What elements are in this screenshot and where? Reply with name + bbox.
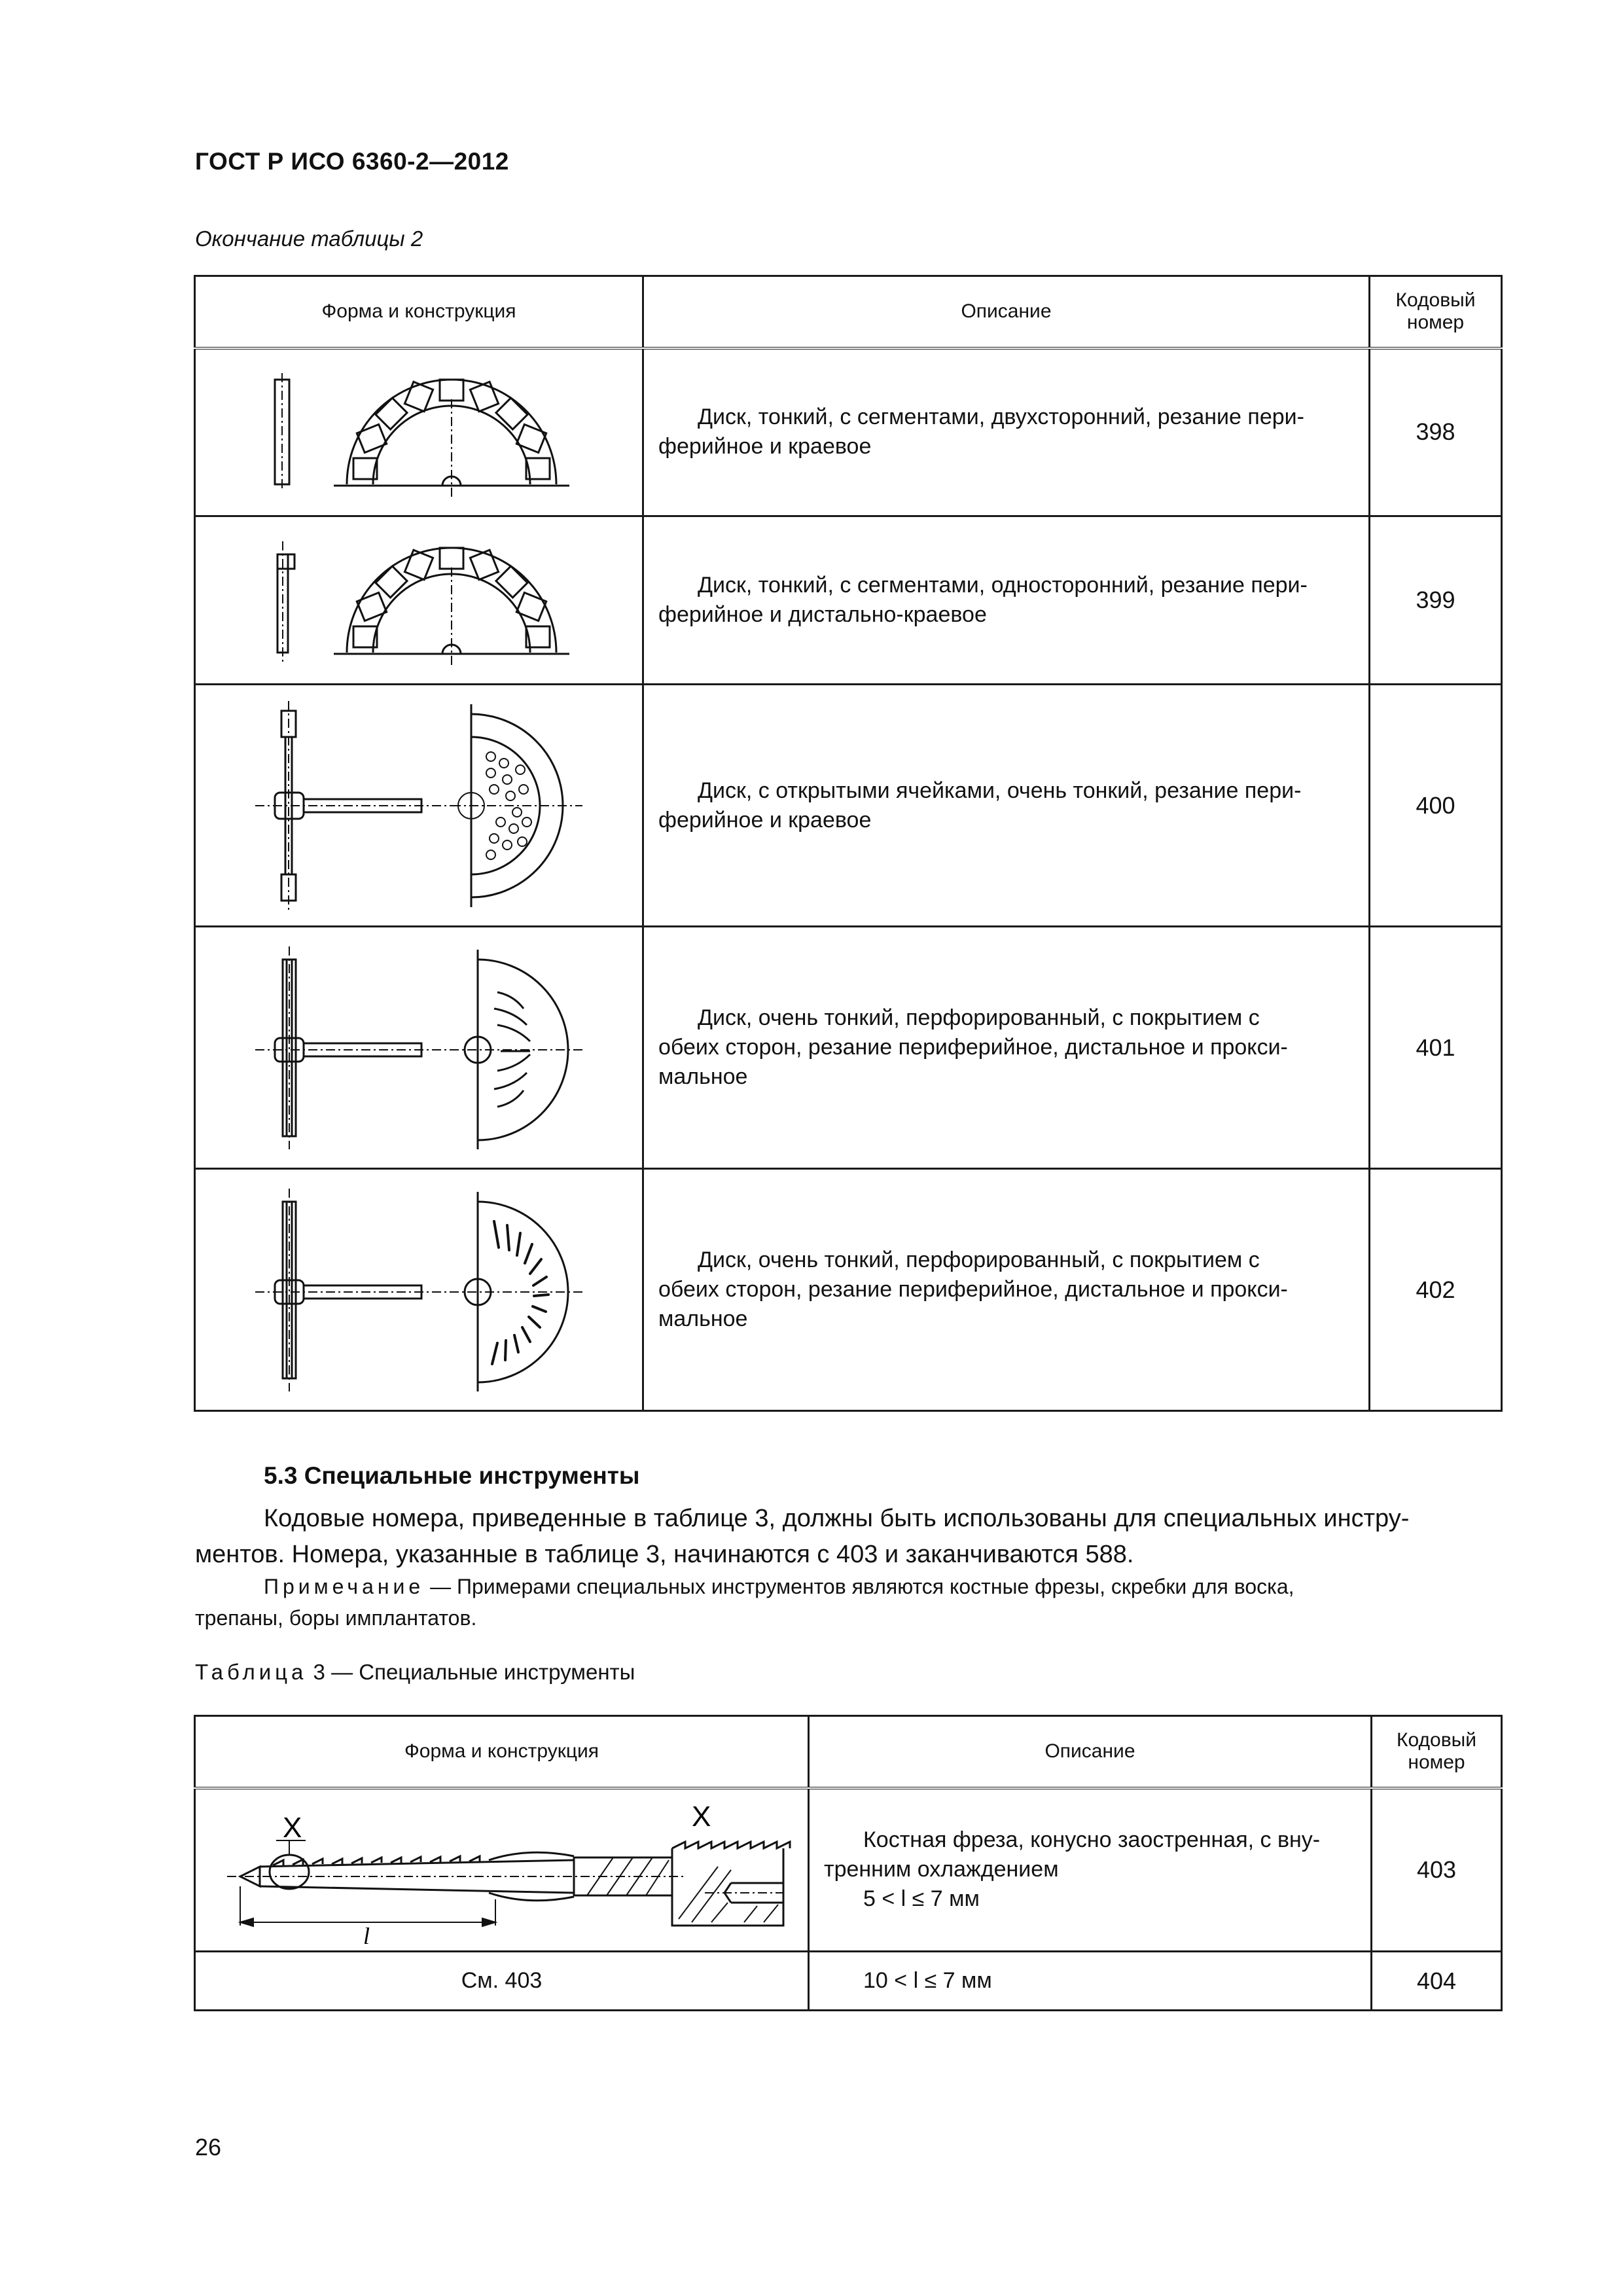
bone-cutter-drawing	[207, 1795, 796, 1945]
detail-label: X	[282, 1811, 302, 1844]
page-number: 26	[195, 2134, 222, 2161]
code-cell: 399	[1370, 516, 1502, 685]
description-cell	[643, 927, 1370, 1169]
para-line: Кодовые номера, приведенные в таблице 3, должны быть использованы для специальных инстру-	[264, 1505, 1410, 1532]
desc-line: обеих сторон, резание периферийное, дистальное и прокси-	[658, 1277, 1288, 1302]
col-header-desc: Описание	[809, 1716, 1372, 1788]
desc-line: Костная фреза, конусно заостренная, с вну-	[863, 1827, 1321, 1853]
open-cell-disc-icon	[216, 698, 622, 914]
length-label: l	[363, 1922, 370, 1945]
desc-line: Диск, тонкий, с сегментами, односторонний, резание пери-	[698, 573, 1308, 598]
table3-caption-text: 3 — Специальные инструменты	[307, 1660, 635, 1684]
col-header-code-l1: Кодовый	[1395, 289, 1476, 312]
desc-line: Диск, тонкий, с сегментами, двухсторонний, резание пери-	[698, 404, 1304, 430]
table-2	[194, 275, 1503, 1412]
section-note	[195, 1571, 1497, 1634]
desc-line: ферийное и краевое	[658, 807, 872, 833]
desc-line: 5 < l ≤ 7 мм	[863, 1886, 980, 1912]
document-title: ГОСТ Р ИСО 6360-2—2012	[195, 148, 509, 175]
col-header-code	[1372, 1716, 1502, 1788]
section-paragraph	[195, 1501, 1497, 1573]
description-cell	[809, 1952, 1372, 2011]
code-cell: 402	[1370, 1169, 1502, 1411]
table-row	[195, 1169, 1502, 1411]
col-header-code-l2: номер	[1408, 1751, 1465, 1774]
segmented-disc-single-icon	[223, 528, 615, 672]
code-cell: 398	[1370, 348, 1502, 516]
note-label: Примечание	[264, 1575, 425, 1598]
col-header-code-l2: номер	[1406, 312, 1465, 334]
desc-line: Диск, очень тонкий, перфорированный, с покрытием с	[698, 1005, 1260, 1030]
description-cell	[643, 348, 1370, 516]
description-cell	[643, 1169, 1370, 1411]
col-header-code-l1: Кодовый	[1397, 1729, 1476, 1751]
figure-cell	[195, 1169, 643, 1411]
segmented-disc-double-icon	[223, 360, 615, 504]
desc-line: мальное	[658, 1064, 748, 1089]
figure-cell	[195, 516, 643, 685]
desc-line: Диск, очень тонкий, перфорированный, с покрытием с	[698, 1247, 1260, 1272]
table-3	[194, 1715, 1503, 2011]
para-line: ментов. Номера, указанные в таблице 3, начинаются с 403 и заканчиваются 588.	[195, 1541, 1134, 1568]
figure-cell	[195, 685, 643, 927]
desc-line: ферийное и краевое	[658, 434, 872, 459]
detail-view-label: X	[691, 1800, 711, 1833]
col-header-form: Форма и конструкция	[195, 1716, 809, 1788]
figure-cell	[195, 927, 643, 1169]
table-header-row	[195, 1716, 1502, 1788]
table-header-row	[195, 276, 1502, 348]
table-row	[195, 1952, 1502, 2011]
code-cell: 400	[1370, 685, 1502, 927]
perforated-disc-radial-icon	[216, 1182, 622, 1398]
col-header-form: Форма и конструкция	[195, 276, 643, 348]
desc-line: мальное	[658, 1306, 748, 1331]
code-cell: 401	[1370, 927, 1502, 1169]
figure-cell	[195, 348, 643, 516]
table-row	[195, 1788, 1502, 1952]
table2-caption: Окончание таблицы 2	[195, 226, 423, 251]
table3-caption-label: Таблица	[195, 1660, 308, 1684]
perforated-disc-curved-icon	[216, 940, 622, 1156]
col-header-code	[1370, 276, 1502, 348]
code-cell: 404	[1372, 1952, 1502, 2011]
desc-line: обеих сторон, резание периферийное, дистальное и прокси-	[658, 1035, 1288, 1060]
table-row	[195, 927, 1502, 1169]
table-row	[195, 516, 1502, 685]
form-text-cell: См. 403	[195, 1952, 809, 2011]
description-cell	[643, 516, 1370, 685]
desc-line: ферийное и дистально-краевое	[658, 602, 987, 627]
section-heading: 5.3 Специальные инструменты	[264, 1462, 640, 1489]
desc-line: 10 < l ≤ 7 мм	[863, 1968, 992, 1993]
table3-caption	[195, 1660, 635, 1685]
note-line	[195, 1571, 1497, 1602]
table-row	[195, 685, 1502, 927]
desc-line: тренним охлаждением	[824, 1857, 1059, 1882]
col-header-desc: Описание	[643, 276, 1370, 348]
desc-line: Диск, с открытыми ячейками, очень тонкий, резание пери-	[698, 778, 1302, 803]
note-line: трепаны, боры имплантатов.	[195, 1606, 477, 1630]
figure-cell	[195, 1788, 809, 1952]
note-text: — Примерами специальных инструментов являются костные фрезы, скребки для воска,	[424, 1575, 1294, 1598]
description-cell	[643, 685, 1370, 927]
description-cell	[809, 1788, 1372, 1952]
table-row	[195, 348, 1502, 516]
code-cell: 403	[1372, 1788, 1502, 1952]
